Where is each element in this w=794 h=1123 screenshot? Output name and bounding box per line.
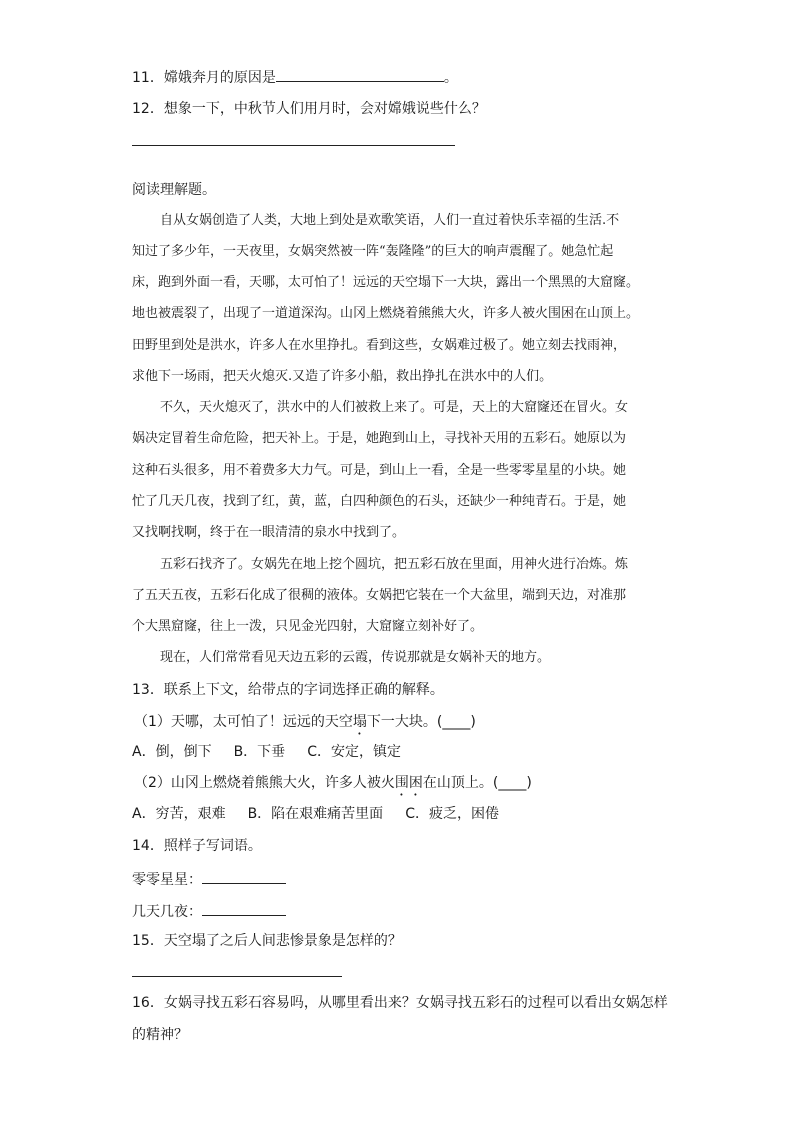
option-a[interactable]: A．倒，倒下	[132, 744, 212, 760]
passage-line: 不久，天火熄灭了，洪水中的人们被救上来了。可是，天上的大窟窿还在冒火。女	[160, 400, 629, 415]
question-11-end: 。	[443, 70, 458, 86]
passage-line: 床，跑到外面一看，天哪，太可怕了！远远的天空塌下一大块，露出一个黑黑的大窟窿。	[132, 275, 640, 290]
passage-line: 娲决定冒着生命危险，把天补上。于是，她跑到山上，寻找补天用的五彩石。她原以为	[132, 431, 627, 446]
passage-line: 地也被震裂了，出现了一道道深沟。山冈上燃烧着熊熊大火，许多人被火围困在山顶上。	[132, 306, 640, 321]
option-c[interactable]: C．安定，镇定	[307, 744, 401, 760]
answer-line-12[interactable]	[132, 145, 455, 146]
q14-example-1	[132, 868, 286, 890]
question-12: 12．想象一下，中秋节人们用月时，会对嫦娥说些什么？	[132, 101, 486, 117]
option-a[interactable]: A．穷苦，艰难	[132, 806, 226, 822]
question-13-sub1	[134, 712, 476, 738]
question-16-line2: 的精神？	[132, 1027, 188, 1043]
question-11	[132, 66, 458, 88]
sub1-pre: （1）天哪，太可怕了！远远的天空	[134, 714, 353, 730]
question-13-sub2	[134, 773, 532, 799]
q14-example-1-label: 零零星星：	[132, 872, 202, 888]
answer-line-15[interactable]	[132, 976, 342, 977]
answer-blank-14-2[interactable]	[202, 900, 286, 916]
option-c[interactable]: C．疲乏，困倦	[405, 806, 499, 822]
passage-line: 又找啊找啊，终于在一眼清清的泉水中找到了。	[132, 525, 406, 540]
q14-example-2-label: 几天几夜：	[132, 904, 202, 920]
option-b[interactable]: B．下垂	[233, 744, 286, 760]
sub2-pre: （2）山冈上燃烧着熊熊大火，许多人被火	[134, 775, 395, 791]
passage-line: 自从女娲创造了人类，大地上到处是欢歌笑语，人们一直过着快乐幸福的生活.不	[160, 213, 620, 228]
options-13-1	[132, 742, 401, 762]
answer-blank-14-1[interactable]	[202, 868, 286, 884]
passage-line: 了五天五夜，五彩石化成了很稠的液体。女娲把它装在一个大盆里，端到天边，对准那	[132, 588, 627, 603]
question-16-line1: 16．女娲寻找五彩石容易吗，从哪里看出来？女娲寻找五彩石的过程可以看出女娲怎样	[132, 995, 668, 1011]
question-15: 15．天空塌了之后人间悲惨景象是怎样的？	[132, 933, 402, 949]
passage-line: 求他下一场雨，把天火熄灭.又造了许多小船，救出挣扎在洪水中的人们。	[132, 369, 553, 384]
section-title: 阅读理解题。	[132, 182, 216, 198]
sub1-post[interactable]: 下一大块。(____)	[366, 714, 476, 730]
option-b[interactable]: B．陷在艰难痛苦里面	[247, 806, 384, 822]
question-11-text: 11．嫦娥奔月的原因是	[132, 70, 276, 86]
dotted-word-2: 围困	[394, 775, 423, 791]
passage-line: 个大黑窟窿，往上一泼，只见金光四射，大窟窿立刻补好了。	[132, 619, 484, 634]
passage-line: 现在，人们常常看见天边五彩的云霞，传说那就是女娲补天的地方。	[160, 650, 551, 665]
q14-example-2	[132, 900, 286, 922]
dotted-word-1: 塌	[352, 714, 367, 730]
passage-line: 这种石头很多，用不着费多大力气。可是，到山上一看，全是一些零零星星的小块。她	[132, 463, 627, 478]
question-13: 13．联系上下文，给带点的字词选择正确的解释。	[132, 682, 444, 698]
passage-line: 忙了几天几夜，找到了红，黄，蓝，白四种颜色的石头，还缺少一种纯青石。于是，她	[132, 494, 627, 509]
answer-blank-11[interactable]	[276, 66, 444, 82]
options-13-2	[132, 804, 499, 824]
passage-line: 知过了多少年，一天夜里，女娲突然被一阵“轰隆隆”的巨大的响声震醒了。她急忙起	[132, 244, 614, 259]
sub2-post[interactable]: 在山顶上。(____)	[422, 775, 532, 791]
passage-line: 田野里到处是洪水，许多人在水里挣扎。看到这些，女娲难过极了。她立刻去找雨神，	[132, 338, 627, 353]
passage-line: 五彩石找齐了。女娲先在地上挖个圆坑，把五彩石放在里面，用神火进行冶炼。炼	[160, 557, 629, 572]
question-14: 14．照样子写词语。	[132, 838, 262, 854]
